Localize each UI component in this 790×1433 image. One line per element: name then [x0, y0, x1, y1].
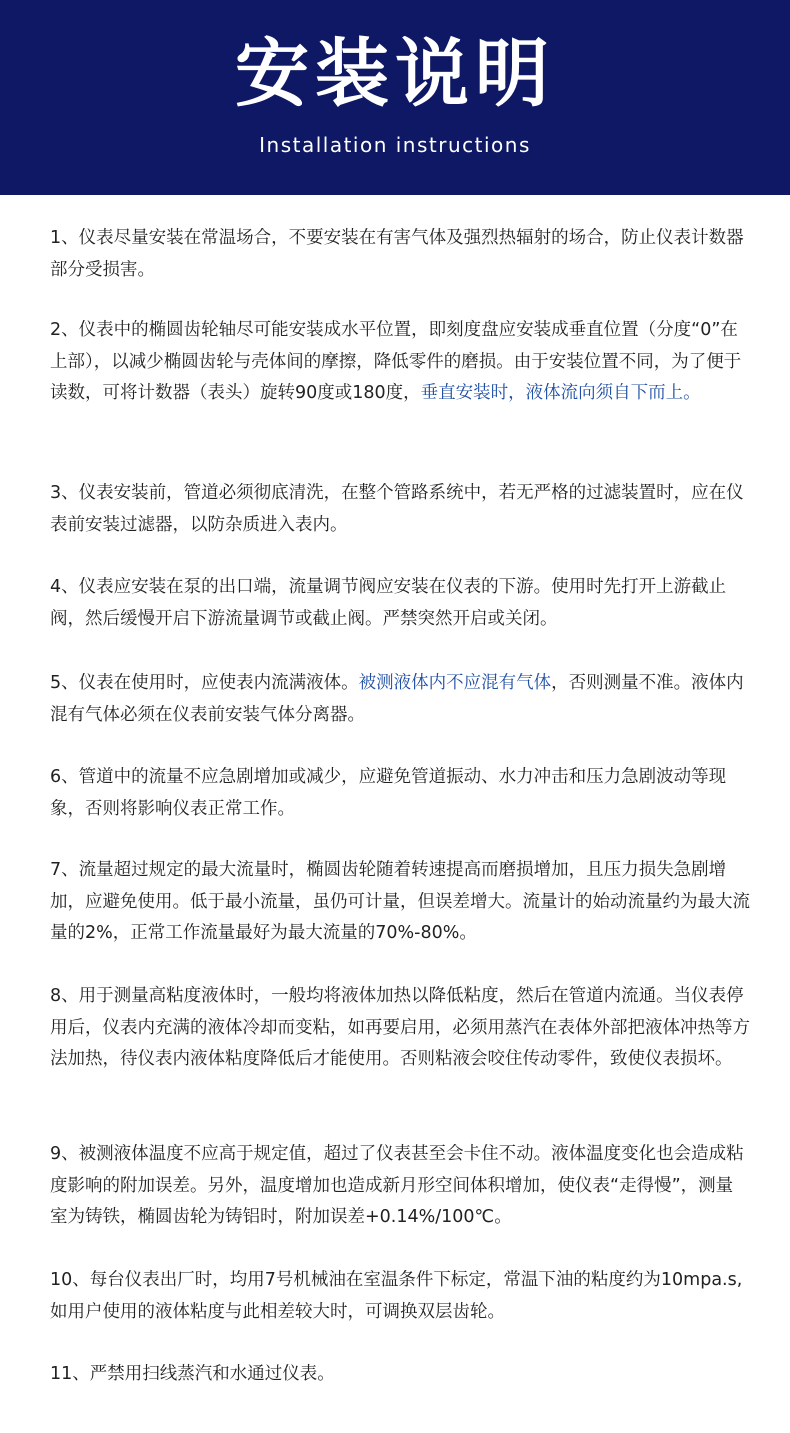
highlight-text: 垂直安装时，液体流向须自下而上。	[420, 383, 701, 403]
instruction-item-10: 10、每台仪表出厂时，均用7号机械油在室温条件下标定，常温下油的粘度约为10mpa.s,如用户使用的液体粘度与此相差较大时，可调换双层齿轮。	[50, 1270, 743, 1322]
page-title: 安装说明	[235, 31, 555, 117]
instruction-item-4: 4、仪表应安装在泵的出口端，流量调节阀应安装在仪表的下游。使用时先打开上游截止阀，然后缓慢开启下游流量调节或截止阀。严禁突然开启或关闭。	[50, 577, 727, 629]
instruction-item-11: 11、严禁用扫线蒸汽和水通过仪表。	[50, 1364, 335, 1384]
instruction-item-5: 5、仪表在使用时，应使表内流满液体。被测液体内不应混有气体，否则测量不准。液体内混有气体必须在仪表前安装气体分离器。	[50, 673, 744, 725]
page-subtitle: Installation instructions	[259, 133, 531, 157]
instruction-item-7: 7、流量超过规定的最大流量时，椭圆齿轮随着转速提高而磨损增加，且压力损失急剧增加，应避免使用。低于最小流量，虽仍可计量，但误差增大。流量计的始动流量约为最大流量的2%，正常工作流量最好为最大流量的70%-80%。	[50, 860, 750, 943]
highlight-text: 被测液体内不应混有气体	[358, 673, 552, 693]
instruction-item-9: 9、被测液体温度不应高于规定值，超过了仪表甚至会卡住不动。液体温度变化也会造成粘度影响的附加误差。另外，温度增加也造成新月形空间体积增加，使仪表“走得慢”，测量室为铸铁，椭圆齿轮为铸铝时，附加误差+0.14%/100℃。	[50, 1144, 744, 1227]
instruction-item-6: 6、管道中的流量不应急剧增加或减少，应避免管道振动、水力冲击和压力急剧波动等现象，否则将影响仪表正常工作。	[50, 767, 727, 819]
header-banner	[0, 0, 790, 195]
instruction-item-8: 8、用于测量高粘度液体时，一般均将液体加热以降低粘度，然后在管道内流通。当仪表停用后，仪表内充满的液体冷却而变粘，如再要启用，必须用蒸汽在表体外部把液体冲热等方法加热，待仪表内液体粘度降低后才能使用。否则粘液会咬住传动零件，致使仪表损坏。	[50, 986, 750, 1069]
instruction-item-1: 1、仪表尽量安装在常温场合，不要安装在有害气体及强烈热辐射的场合，防止仪表计数器部分受损害。	[50, 228, 744, 280]
instruction-item-3: 3、仪表安装前，管道必须彻底清洗，在整个管路系统中，若无严格的过滤装置时，应在仪表前安装过滤器，以防杂质进入表内。	[50, 483, 744, 535]
instruction-item-2: 2、仪表中的椭圆齿轮轴尽可能安装成水平位置，即刻度盘应安装成垂直位置（分度“0”在上部），以减少椭圆齿轮与壳体间的摩擦，降低零件的磨损。由于安装位置不同，为了便于读数，可将计数器（表头）旋转90度或180度，垂直安装时，液体流向须自下而上。	[50, 320, 742, 403]
